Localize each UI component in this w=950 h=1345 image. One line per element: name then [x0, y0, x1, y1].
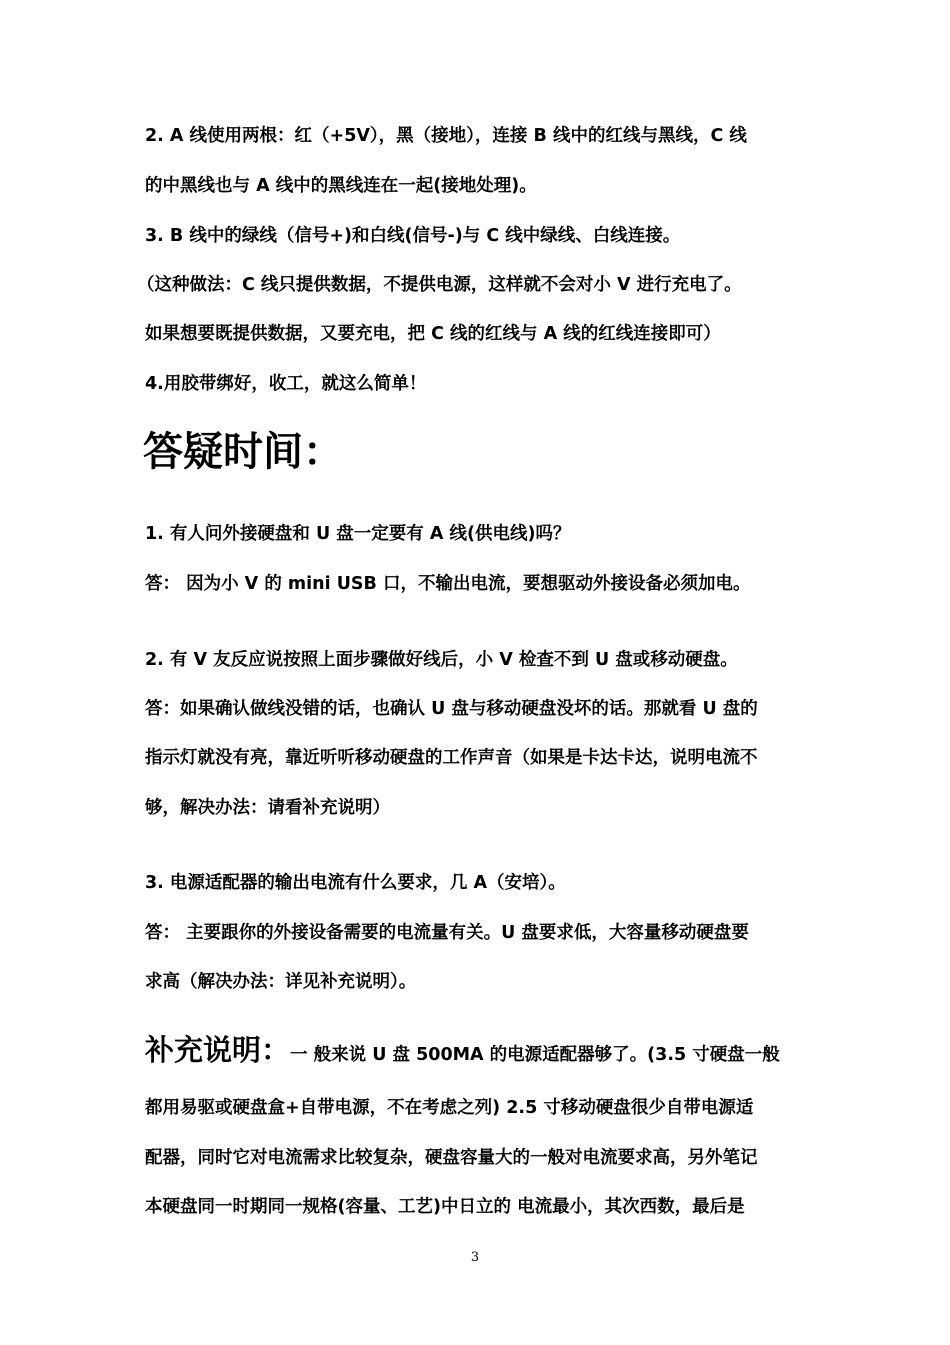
step-3: 3. B 线中的绿线（信号+)和白线(信号-)与 C 线中绿线、白线连接。	[145, 226, 681, 246]
supplement-line-4: 本硬盘同一时期同一规格(容量、工艺)中日立的 电流最小，其次西数，最后是	[145, 1197, 745, 1217]
faq-question-1: 1. 有人问外接硬盘和 U 盘一定要有 A 线(供电线)吗？	[145, 524, 571, 544]
supplement-line-3: 配器，同时它对电流需求比较复杂，硬盘容量大的一般对电流要求高，另外笔记	[145, 1148, 758, 1168]
step-2-line-2: 的中黑线也与 A 线中的黑线连在一起(接地处理)。	[145, 176, 537, 196]
supplement-first-line	[145, 1030, 780, 1075]
faq-heading: 答疑时间：	[143, 429, 343, 475]
note-line-2: 如果想要既提供数据，又要充电，把 C 线的红线与 A 线的红线连接即可）	[145, 324, 721, 344]
supplement-line-2: 都用易驱或硬盘盒+自带电源，不在考虑之列) 2.5 寸移动硬盘很少自带电源适	[145, 1098, 754, 1118]
faq-question-2: 2. 有 V 友反应说按照上面步骤做好线后，小 V 检查不到 U 盘或移动硬盘。	[145, 650, 738, 670]
faq-answer-3-line-2: 求高（解决办法：详见补充说明）。	[145, 972, 417, 992]
supplement-heading: 补充说明：	[145, 1033, 291, 1067]
faq-answer-1: 答： 因为小 V 的 mini USB 口，不输出电流，要想驱动外接设备必须加电。	[145, 574, 751, 594]
faq-answer-3-line-1: 答： 主要跟你的外接设备需要的电流量有关。U 盘要求低，大容量移动硬盘要	[145, 923, 749, 943]
faq-answer-2-line-3: 够，解决办法：请看补充说明）	[145, 798, 390, 818]
note-line-1: （这种做法：C 线只提供数据，不提供电源，这样就不会对小 V 进行充电了。	[137, 275, 742, 295]
faq-answer-2-line-1: 答：如果确认做线没错的话，也确认 U 盘与移动硬盘没坏的话。那就看 U 盘的	[145, 699, 758, 719]
step-4: 4.用胶带绑好，收工，就这么简单！	[145, 374, 427, 394]
supplement-line-1: 一 般来说 U 盘 500MA 的电源适配器够了。(3.5 寸硬盘一般	[290, 1045, 780, 1065]
page-number: 3	[470, 1250, 480, 1265]
faq-answer-2-line-2: 指示灯就没有亮，靠近听听移动硬盘的工作声音（如果是卡达卡达，说明电流不	[145, 748, 758, 768]
faq-question-3: 3. 电源适配器的输出电流有什么要求，几 A（安培）。	[145, 873, 566, 893]
step-2-line-1: 2. A 线使用两根：红（+5V），黑（接地），连接 B 线中的红线与黑线，C 线	[145, 126, 747, 146]
